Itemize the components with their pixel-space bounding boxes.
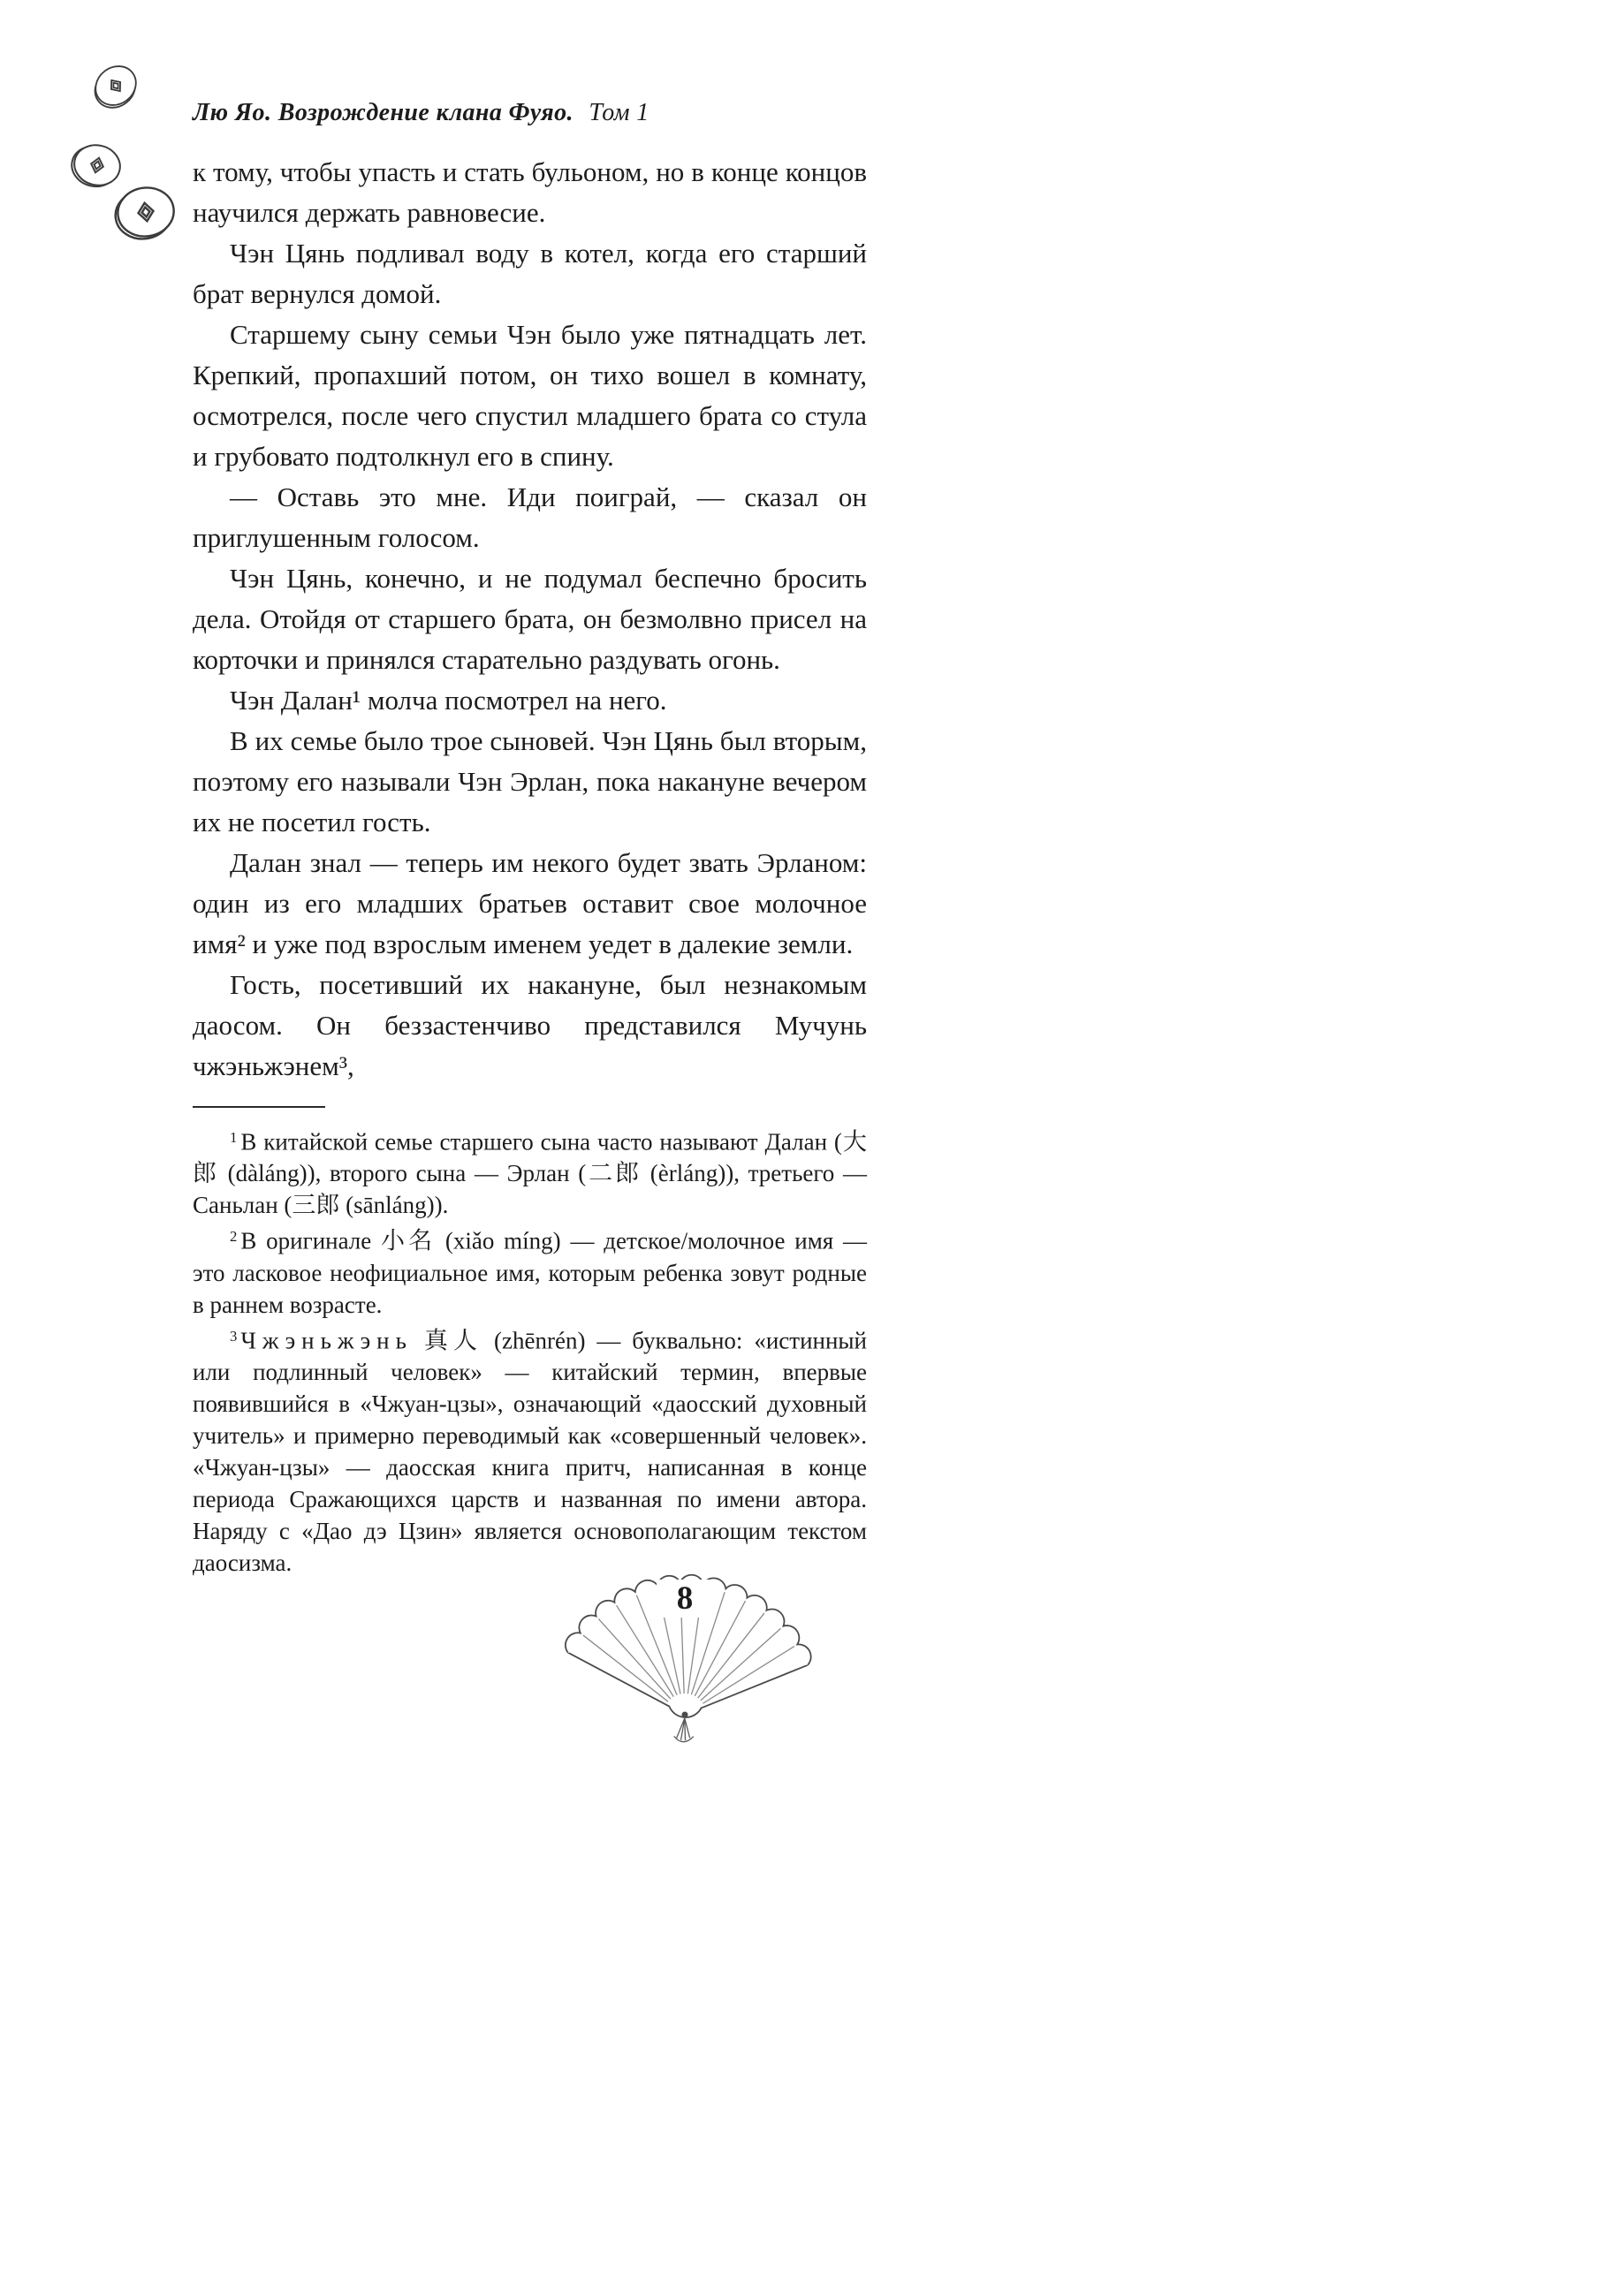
footnote-marker: 3 bbox=[230, 1327, 238, 1345]
paragraph: Чэн Цянь подливал воду в котел, когда его старший брат вернулся домой. bbox=[193, 238, 867, 309]
footnote-marker: 1 bbox=[230, 1129, 238, 1146]
page-number: 8 bbox=[657, 1580, 713, 1618]
footnote bbox=[193, 1122, 867, 1221]
paragraph: к тому, чтобы упасть и стать бульоном, но в конце концов научился держать равновесие. bbox=[193, 156, 867, 228]
chinese-coins-icon bbox=[51, 46, 210, 265]
footnote-marker: 2 bbox=[230, 1228, 238, 1246]
paragraph: Гость, посетивший их накануне, был незнакомым даосом. Он беззастенчиво представился Мучунь чжэньжэнем³, bbox=[193, 969, 867, 1081]
paragraph: В их семье было трое сыновей. Чэн Цянь был вторым, поэтому его называли Чэн Эрлан, пока накануне вечером их не посетил гость. bbox=[193, 725, 867, 837]
paragraph: Далан знал — теперь им некого будет звать Эрланом: один из его младших братьев оставит свое молочное имя² и уже под взрослым именем уедет в далекие земли. bbox=[193, 847, 867, 959]
paragraph: — Оставь это мне. Иди поиграй, — сказал он приглушенным голосом. bbox=[193, 481, 867, 553]
paragraph: Чэн Цянь, конечно, и не подумал беспечно бросить дела. Отойдя от старшего брата, он безмолвно присел на корточки и принялся старательно раздувать огонь. bbox=[193, 563, 867, 675]
footnote-term: Чжэньжэнь bbox=[240, 1327, 413, 1354]
paragraph: Чэн Далан¹ молча посмотрел на него. bbox=[230, 685, 667, 716]
footnote bbox=[193, 1221, 867, 1320]
footnote-text: В китайской семье старшего сына часто называют Далан (大郎 (dàláng)), второго сына — Эрлан (二郎 (èrláng)), третьего — Саньлан (三郎 (sānláng)). bbox=[193, 1128, 867, 1219]
running-header-volume: Том 1 bbox=[589, 99, 649, 126]
footnote-text: 真人 (zhēnrén) — буквально: «истинный или подлинный человек» — китайский термин, впервые появившийся в «Чжуан-цзы», означающий «даосский духовный учитель» и примерно переводимый как «совершенный человек». «Чжуан-цзы» — даосская книга притч, написанная в конце периода Сражающихся царств и названная по имени автора. Наряду с «Дао дэ Цзин» является основополагающим текстом даосизма. bbox=[193, 1327, 868, 1577]
page-body bbox=[193, 152, 867, 1579]
running-header-title: Лю Яо. Возрождение клана Фуяо. bbox=[193, 99, 574, 126]
paragraph: Старшему сыну семьи Чэн было уже пятнадцать лет. Крепкий, пропахший потом, он тихо вошел в комнату, осмотрелся, после чего спустил младшего брата со стула и грубовато подтолкнул его в спину. bbox=[193, 319, 867, 472]
footnotes-section bbox=[193, 1122, 867, 1579]
running-header bbox=[193, 99, 649, 127]
footnote bbox=[193, 1321, 867, 1579]
footnote-divider bbox=[193, 1106, 325, 1108]
footnote-text: В оригинале 小名 (xiǎo míng) — детское/молочное имя — это ласковое неофициальное имя, которым ребенка зовут родные в раннем возрасте. bbox=[193, 1227, 867, 1318]
